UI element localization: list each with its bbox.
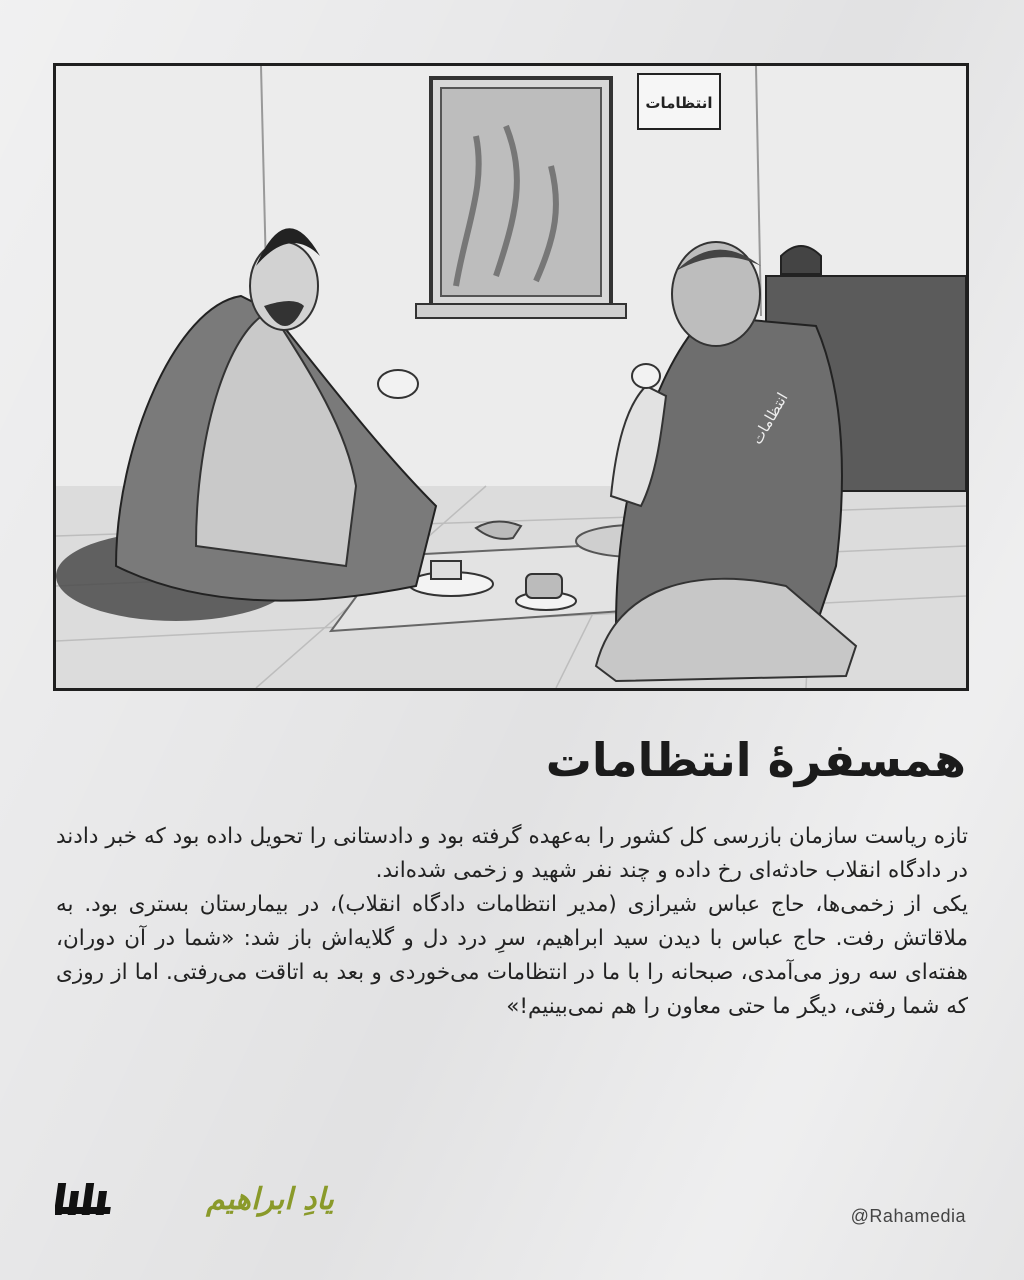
paragraph: تازه ریاست سازمان بازرسی کل کشور را به‌عهده گرفته بود و دادستانی را تحویل داده بود که خبر دادند در دادگاه انقلاب حادثه‌ای رخ داده و چند نفر شهید و زخمی شده‌اند. [56,824,968,883]
illustration-frame [53,63,969,691]
sign-text: انتظامات [645,94,713,112]
yad-ebrahim-logo: یادِ ابراهیم [206,1182,334,1217]
footer-logos [55,1175,355,1225]
rahamedia-logo [55,1177,125,1221]
sketch-illustration [56,66,966,688]
social-handle: @Rahamedia [850,1206,966,1226]
page-title: همسفرهٔ انتظامات [545,733,966,787]
article-body [56,820,968,1024]
rahamedia-logo-text: رهامدیا [88,1219,92,1220]
vest-text: انتظامات [747,389,792,448]
paragraph: یکی از زخمی‌ها، حاج عباس شیرازی (مدیر انتظامات دادگاه انقلاب)، در بیمارستان بستری بود. به ملاقاتش رفت. حاج عباس با دیدن سید ابراهیم، سرِ درد دل و گلایه‌اش باز شد: «شما در آن دوران، هفته‌ای سه روز می‌آمدی، صبحانه را با ما در انتظامات می‌خوردی و بعد به اتاقت می‌رفتی. اما از روزی که شما رفتی، دیگر ما حتی معاون را هم نمی‌بینیم!» [56,892,968,1019]
